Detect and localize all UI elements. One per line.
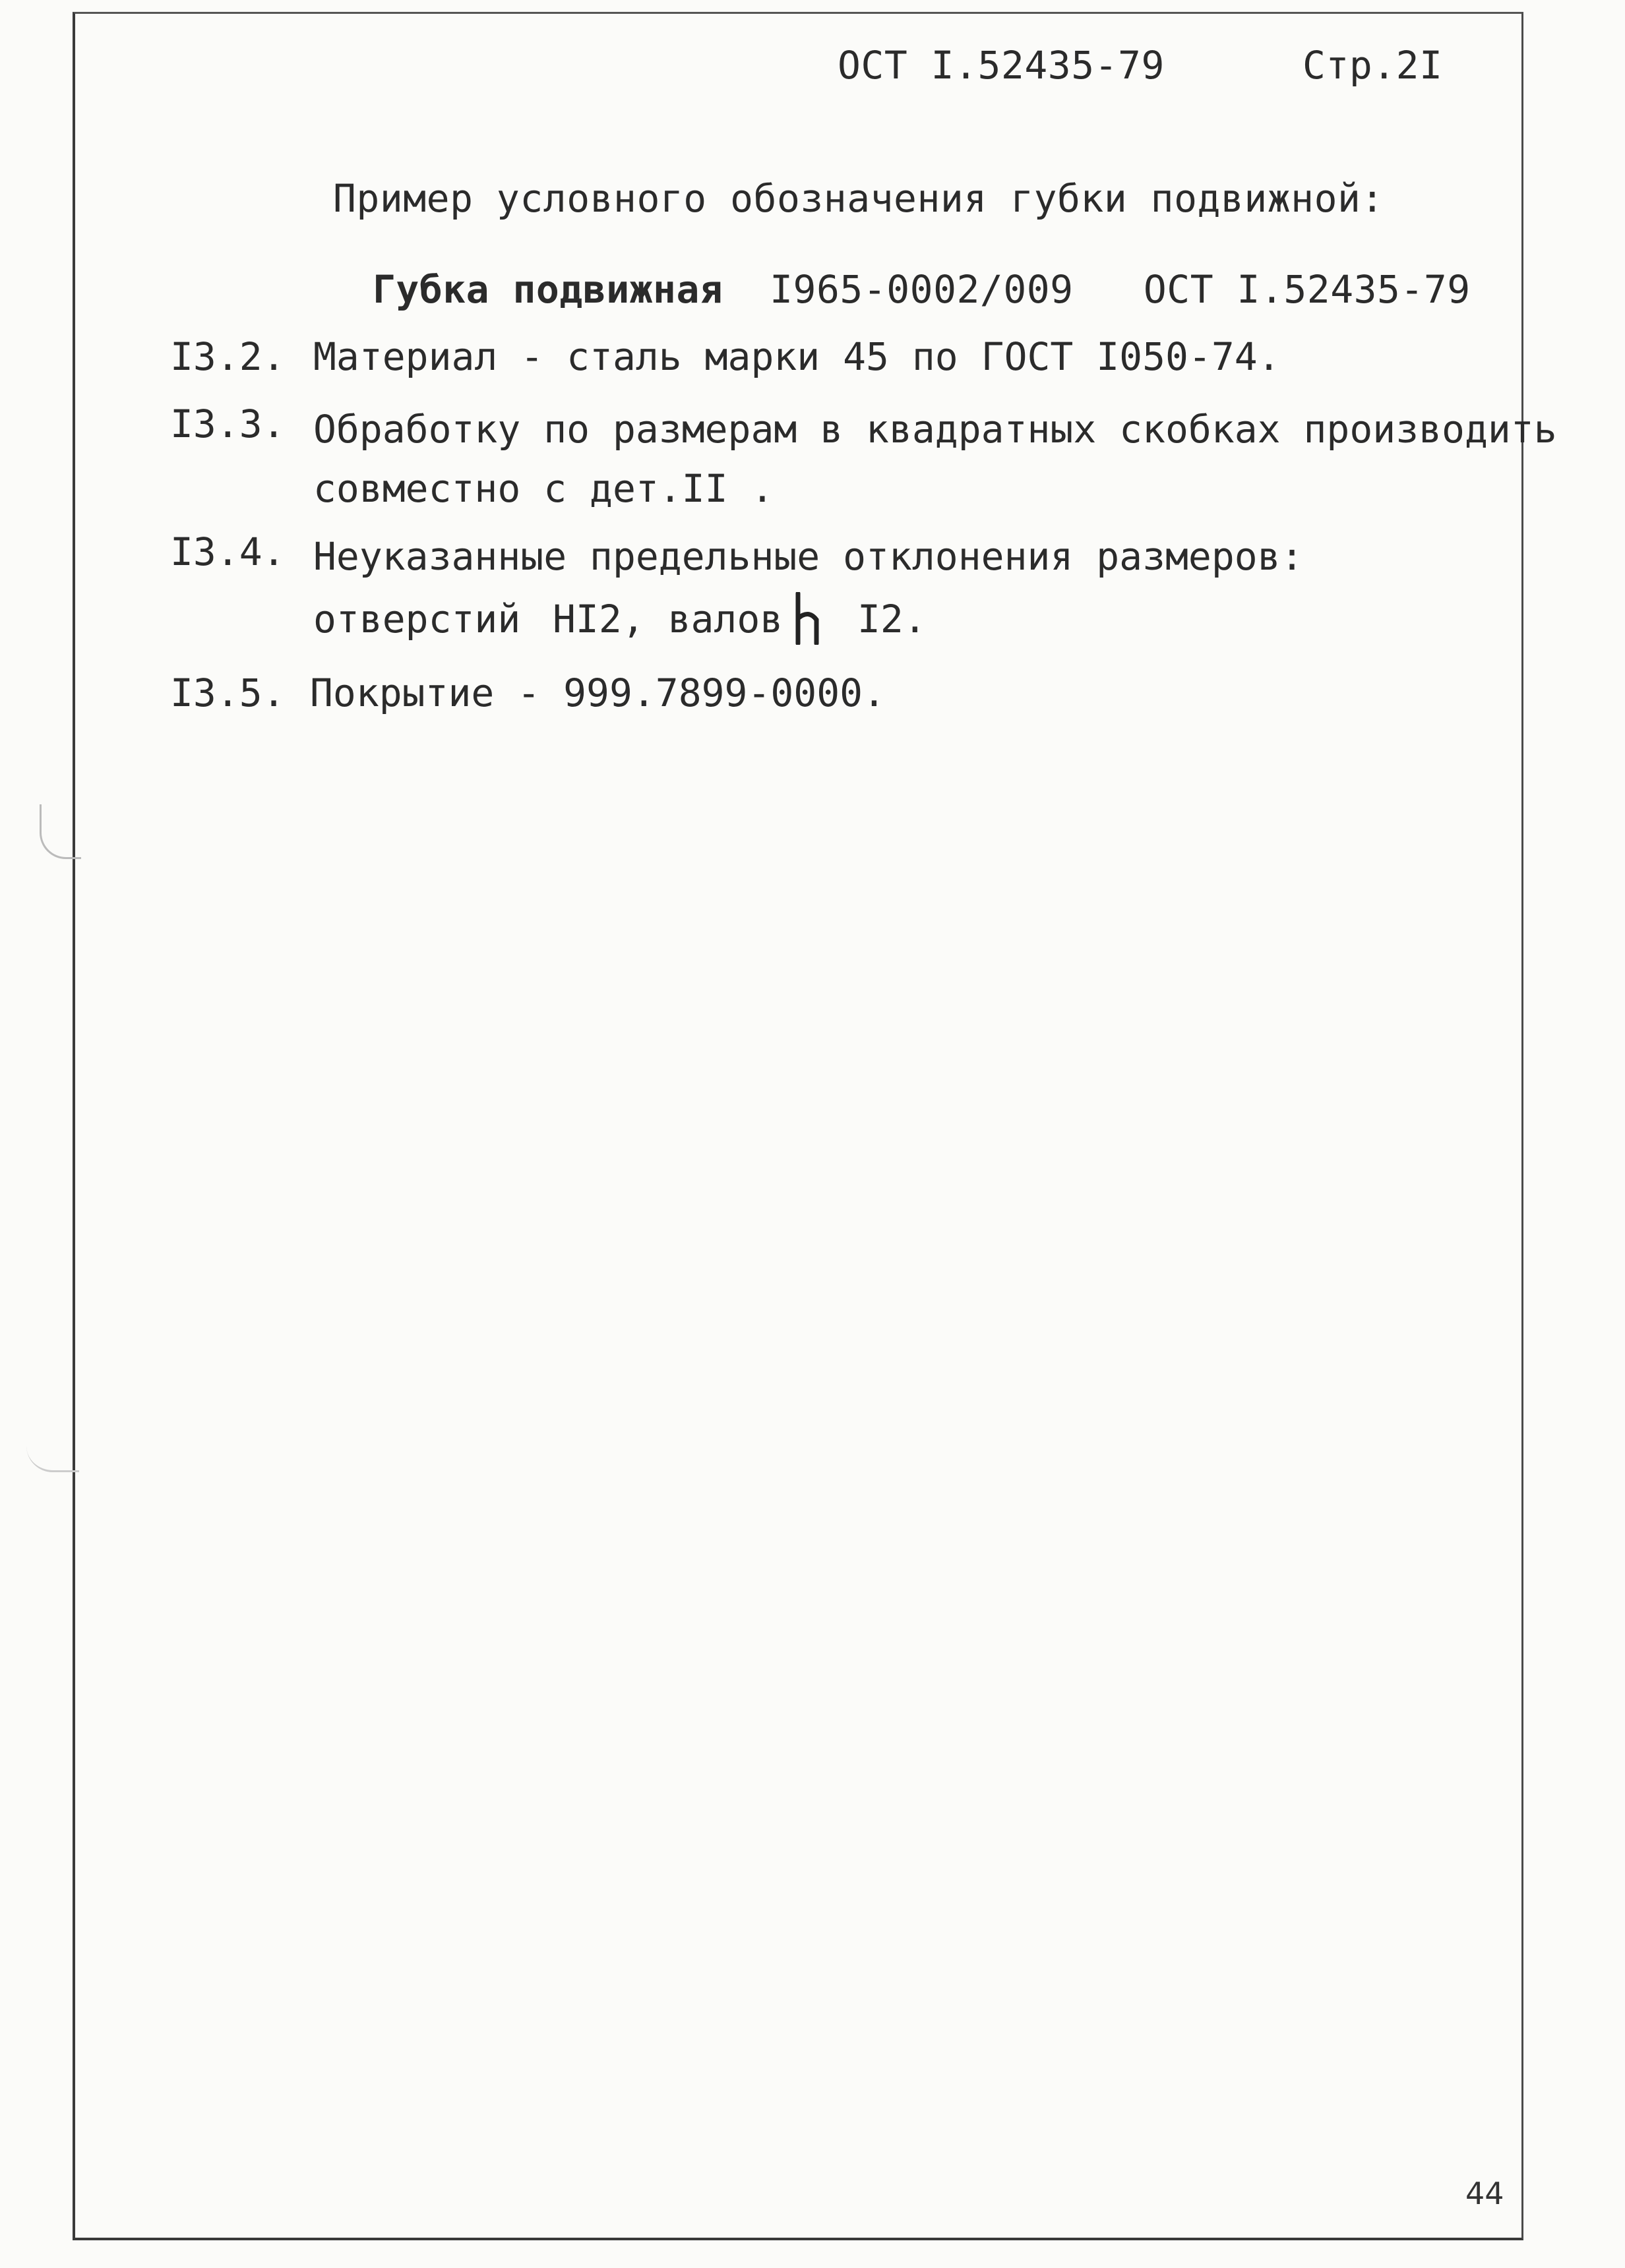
tolerance-holes: отверстий: [313, 597, 521, 642]
item-text: Обработку по размерам в квадратных скобках производить: [313, 407, 1557, 452]
item-text: Материал - сталь марки 45 по ГОСТ I050-74.: [313, 334, 1281, 379]
page-label: Стр.2I: [1303, 43, 1443, 88]
item-text: совместно с дет.II .: [313, 466, 774, 511]
item-text: Покрытие - 999.7899-0000.: [310, 671, 886, 715]
scan-shadow: [40, 804, 81, 859]
tolerance-holes-value: HI2, валов: [553, 597, 783, 642]
example-designation-line: [373, 267, 1471, 312]
scan-shadow: [26, 1437, 79, 1472]
item-number: I3.5.: [170, 671, 286, 715]
tolerance-shaft-value: I2.: [857, 597, 927, 642]
example-title: Пример условного обозначения губки подвижной:: [333, 176, 1384, 221]
example-standard: ОСТ I.52435-79: [1143, 267, 1471, 312]
example-designation: I965-0002/009: [770, 267, 1074, 312]
item-number: I3.3.: [170, 402, 286, 446]
handwritten-h: [791, 592, 824, 645]
standard-code: ОСТ I.52435-79: [838, 43, 1165, 88]
item-number: I3.4.: [170, 529, 286, 574]
item-number: I3.2.: [170, 334, 286, 379]
page-number: 44: [1465, 2176, 1504, 2211]
item-text: Неуказанные предельные отклонения размеров:: [313, 534, 1304, 579]
example-name: Губка подвижная: [373, 267, 723, 312]
